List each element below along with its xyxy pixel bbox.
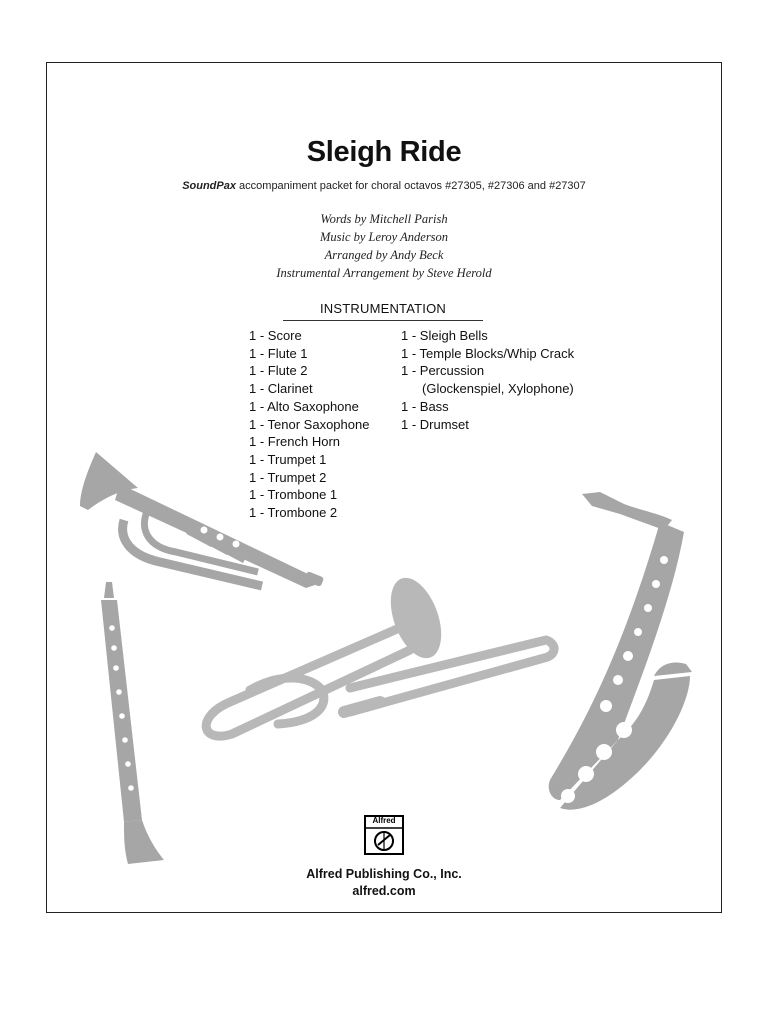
publisher-url: alfred.com xyxy=(352,884,416,898)
publisher-name: Alfred Publishing Co., Inc. xyxy=(306,867,462,881)
instrument-item: 1 - Trumpet 1 xyxy=(249,451,327,467)
instrument-item-detail: (Glockenspiel, Xylophone) xyxy=(422,381,574,397)
instrument-item: 1 - Bass xyxy=(401,398,449,414)
instrument-item: 1 - Trumpet 2 xyxy=(249,469,327,485)
instrument-item: 1 - Alto Saxophone xyxy=(249,398,359,414)
credit-music: Music by Leroy Anderson xyxy=(319,230,449,244)
clarinet-icon xyxy=(101,582,164,864)
instrument-item: 1 - Trombone 2 xyxy=(249,505,338,521)
trombone-icon xyxy=(206,571,554,736)
instrument-item: 1 - Flute 1 xyxy=(249,345,308,361)
instrument-item: 1 - Flute 2 xyxy=(249,363,308,379)
credit-instrumental: Instrumental Arrangement by Steve Herold xyxy=(276,266,492,280)
instrumentation-heading: INSTRUMENTATION xyxy=(319,301,446,316)
instrument-item: 1 - Trombone 1 xyxy=(249,487,338,503)
instrument-item: 1 - Clarinet xyxy=(249,381,313,397)
instrument-item: 1 - Tenor Saxophone xyxy=(249,416,370,432)
trumpet-icon xyxy=(80,452,324,588)
instrument-item: 1 - Drumset xyxy=(401,416,469,432)
subtitle-brand: SoundPax xyxy=(182,180,236,192)
page-title: Sleigh Ride xyxy=(306,136,462,168)
instrument-item: 1 - Score xyxy=(249,328,302,343)
instrument-item: 1 - Temple Blocks/Whip Crack xyxy=(401,345,575,361)
saxophone-icon xyxy=(549,492,692,810)
credit-words: Words by Mitchell Parish xyxy=(320,212,448,226)
instrument-item: 1 - Percussion xyxy=(401,363,485,379)
subtitle-text: accompaniment packet for choral octavos #27305, #27306 and #27307 xyxy=(235,180,586,192)
credit-arranged: Arranged by Andy Beck xyxy=(324,248,444,262)
instrument-item: 1 - French Horn xyxy=(249,434,341,450)
logo-word: Alfred xyxy=(372,816,396,825)
instrument-item: 1 - Sleigh Bells xyxy=(401,328,488,343)
